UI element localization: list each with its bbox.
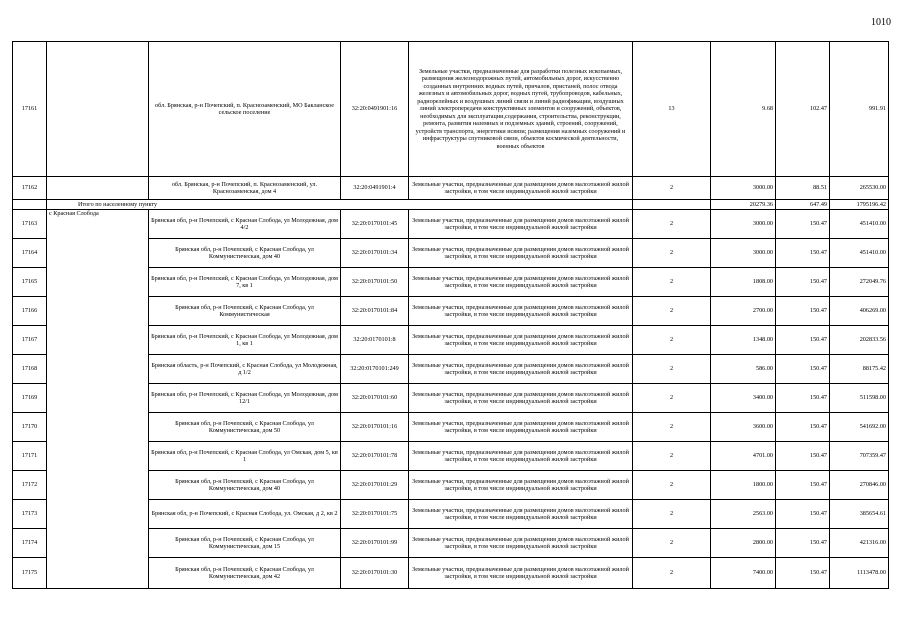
land-use-cell: Земельные участки, предназначенные для размещения домов малоэтажной жилой застройки, в том числе индивидуальной жилой застройки bbox=[409, 326, 633, 355]
total-empty bbox=[633, 200, 711, 210]
address-cell: Брянская область, р-н Почепский, с Красная Слобода, ул Молодежная, д 1/2 bbox=[149, 355, 341, 384]
address-cell: обл. Брянская, р-н Почепский, п. Краснозаменский, МО Бакланское сельское поселение bbox=[149, 42, 341, 177]
cadastral-value-cell: 272049.76 bbox=[830, 268, 889, 297]
land-use-cell: Земельные участки, предназначенные для размещения домов малоэтажной жилой застройки, в том числе индивидуальной жилой застройки bbox=[409, 529, 633, 558]
area-cell: 2800.00 bbox=[711, 529, 776, 558]
area-cell: 3400.00 bbox=[711, 384, 776, 413]
land-use-cell: Земельные участки, предназначенные для размещения домов малоэтажной жилой застройки, в том числе индивидуальной жилой застройки bbox=[409, 558, 633, 589]
cadastral-value-cell: 406269.00 bbox=[830, 297, 889, 326]
cadastral-number-cell: 32:20:0170101:34 bbox=[341, 239, 409, 268]
land-use-cell: Земельные участки, предназначенные для разработки полезных ископаемых, размещения железнодорожных путей, автомобильных дорог, искусственно созданных внутренних водных путей, причалов, пристаней, полос отвода железных и автомобильных дорог, водных путей, трубопроводов, кабельных, радиорелейных и воздушных линий связи и линий радиофикации, воздушных линий электропередачи конструктивных элементов и сооружений, объектов, необходимых для эксплуатации,содержания, строительства, реконструкции, ремонта, развития наземных и подземных зданий, строений, сооружений, устройств транспорта, энергетики исвязи; размещения наземных сооружений и инфраструктуры спутниковой связи, объектов космической деятельности, военных объектов bbox=[409, 42, 633, 177]
rate-cell: 150.47 bbox=[776, 413, 830, 442]
cadastral-number-cell: 32:20:0491901:4 bbox=[341, 177, 409, 200]
locality-cell: с Красная Слобода bbox=[47, 210, 149, 589]
group-code-cell: 2 bbox=[633, 355, 711, 384]
address-cell: Брянская обл, р-н Почепский, с Красная Слобода, ул Коммунистическая, дом 50 bbox=[149, 413, 341, 442]
rate-cell: 150.47 bbox=[776, 558, 830, 589]
land-use-cell: Земельные участки, предназначенные для размещения домов малоэтажной жилой застройки, в том числе индивидуальной жилой застройки bbox=[409, 210, 633, 239]
row-number: 17161 bbox=[13, 42, 47, 177]
row-number: 17169 bbox=[13, 384, 47, 413]
row-number: 17166 bbox=[13, 297, 47, 326]
group-code-cell: 2 bbox=[633, 268, 711, 297]
cadastral-value-cell: 1113478.00 bbox=[830, 558, 889, 589]
cadastral-value-cell: 265530.00 bbox=[830, 177, 889, 200]
row-number: 17170 bbox=[13, 413, 47, 442]
address-cell: обл. Брянская, р-н Почепский, п. Краснозаменский, ул. Краснозаменская, дом 4 bbox=[149, 177, 341, 200]
land-use-cell: Земельные участки, предназначенные для размещения домов малоэтажной жилой застройки, в том числе индивидуальной жилой застройки bbox=[409, 177, 633, 200]
rate-cell: 150.47 bbox=[776, 268, 830, 297]
area-cell: 2700.00 bbox=[711, 297, 776, 326]
total-area: 20279.36 bbox=[711, 200, 776, 210]
cadastral-number-cell: 32:20:0170101:99 bbox=[341, 529, 409, 558]
cadastral-number-cell: 32:20:0170101:249 bbox=[341, 355, 409, 384]
group-code-cell: 2 bbox=[633, 297, 711, 326]
cadastral-number-cell: 32:20:0170101:78 bbox=[341, 442, 409, 471]
rate-cell: 150.47 bbox=[776, 239, 830, 268]
cadastral-value-cell: 541692.00 bbox=[830, 413, 889, 442]
cadastral-number-cell: 32:20:0170101:30 bbox=[341, 558, 409, 589]
group-code-cell: 2 bbox=[633, 177, 711, 200]
area-cell: 3000.00 bbox=[711, 210, 776, 239]
row-number: 17165 bbox=[13, 268, 47, 297]
land-use-cell: Земельные участки, предназначенные для размещения домов малоэтажной жилой застройки, в том числе индивидуальной жилой застройки bbox=[409, 471, 633, 500]
cadastral-number-cell: 32:20:0491901:16 bbox=[341, 42, 409, 177]
cadastral-number-cell: 32:20:0170101:8 bbox=[341, 326, 409, 355]
area-cell: 3000.00 bbox=[711, 239, 776, 268]
address-cell: Брянская обл, р-н Почепский, с Красная Слобода, ул Молодежная, дом 12/1 bbox=[149, 384, 341, 413]
address-cell: Брянская обл, р-н Почепский, с Красная Слобода, ул Коммунистическая, дом 40 bbox=[149, 239, 341, 268]
total-spacer bbox=[13, 200, 47, 210]
area-cell: 1800.00 bbox=[711, 471, 776, 500]
area-cell: 2563.00 bbox=[711, 500, 776, 529]
group-code-cell: 2 bbox=[633, 471, 711, 500]
table-row bbox=[13, 42, 889, 177]
address-cell: Брянская обл, р-н Почепский, с Красная Слобода, ул Молодежная, дом 7, кв 1 bbox=[149, 268, 341, 297]
land-use-cell: Земельные участки, предназначенные для размещения домов малоэтажной жилой застройки, в том числе индивидуальной жилой застройки bbox=[409, 442, 633, 471]
group-code-cell: 2 bbox=[633, 442, 711, 471]
cadastral-value-cell: 88175.42 bbox=[830, 355, 889, 384]
cadastral-value-cell: 202833.56 bbox=[830, 326, 889, 355]
cadastral-number-cell: 32:20:0170101:75 bbox=[341, 500, 409, 529]
rate-cell: 150.47 bbox=[776, 471, 830, 500]
cadastral-value-cell: 385654.61 bbox=[830, 500, 889, 529]
address-cell: Брянская обл, р-н Почепский, с Красная Слобода, ул Молодежная, дом 1, кв 1 bbox=[149, 326, 341, 355]
total-rate: 647.49 bbox=[776, 200, 830, 210]
rate-cell: 102.47 bbox=[776, 42, 830, 177]
address-cell: Брянская обл, р-н Почепский, с Красная Слобода, ул Омская, дом 5, кв 1 bbox=[149, 442, 341, 471]
group-code-cell: 2 bbox=[633, 384, 711, 413]
rate-cell: 150.47 bbox=[776, 297, 830, 326]
row-number: 17162 bbox=[13, 177, 47, 200]
address-cell: Брянская обл, р-н Почепский, с Красная Слобода, ул Коммунистическая, дом 40 bbox=[149, 471, 341, 500]
group-code-cell: 2 bbox=[633, 500, 711, 529]
cadastral-number-cell: 32:20:0170101:45 bbox=[341, 210, 409, 239]
rate-cell: 150.47 bbox=[776, 384, 830, 413]
address-cell: Брянская обл, р-н Почепский, с Красная Слобода, ул. Омская, д 2, кв 2 bbox=[149, 500, 341, 529]
address-cell: Брянская обл, р-н Почепский, с Красная Слобода, ул Коммунистическая bbox=[149, 297, 341, 326]
cadastral-value-cell: 511598.00 bbox=[830, 384, 889, 413]
rate-cell: 150.47 bbox=[776, 326, 830, 355]
row-number: 17168 bbox=[13, 355, 47, 384]
rate-cell: 88.51 bbox=[776, 177, 830, 200]
area-cell: 4701.00 bbox=[711, 442, 776, 471]
area-cell: 1348.00 bbox=[711, 326, 776, 355]
group-code-cell: 2 bbox=[633, 413, 711, 442]
land-use-cell: Земельные участки, предназначенные для размещения домов малоэтажной жилой застройки, в том числе индивидуальной жилой застройки bbox=[409, 355, 633, 384]
cadastral-value-cell: 707359.47 bbox=[830, 442, 889, 471]
cadastral-value-cell: 451410.00 bbox=[830, 239, 889, 268]
row-number: 17175 bbox=[13, 558, 47, 589]
group-code-cell: 13 bbox=[633, 42, 711, 177]
rate-cell: 150.47 bbox=[776, 500, 830, 529]
area-cell: 586.00 bbox=[711, 355, 776, 384]
locality-cell bbox=[47, 42, 149, 177]
cadastral-value-cell: 451410.00 bbox=[830, 210, 889, 239]
row-number: 17173 bbox=[13, 500, 47, 529]
address-cell: Брянская обл, р-н Почепский, с Красная Слобода, ул Молодежная, дом 4/2 bbox=[149, 210, 341, 239]
total-row bbox=[13, 200, 889, 210]
cadastral-number-cell: 32:20:0170101:29 bbox=[341, 471, 409, 500]
land-use-cell: Земельные участки, предназначенные для размещения домов малоэтажной жилой застройки, в том числе индивидуальной жилой застройки bbox=[409, 239, 633, 268]
area-cell: 3600.00 bbox=[711, 413, 776, 442]
table-row bbox=[13, 177, 889, 200]
row-number: 17163 bbox=[13, 210, 47, 239]
cadastral-value-cell: 270846.00 bbox=[830, 471, 889, 500]
cadastral-number-cell: 32:20:0170101:50 bbox=[341, 268, 409, 297]
group-code-cell: 2 bbox=[633, 326, 711, 355]
rate-cell: 150.47 bbox=[776, 442, 830, 471]
total-label: Итого по населенному пункту bbox=[47, 200, 633, 210]
locality-cell bbox=[47, 177, 149, 200]
group-code-cell: 2 bbox=[633, 210, 711, 239]
rate-cell: 150.47 bbox=[776, 529, 830, 558]
land-use-cell: Земельные участки, предназначенные для размещения домов малоэтажной жилой застройки, в том числе индивидуальной жилой застройки bbox=[409, 500, 633, 529]
land-use-cell: Земельные участки, предназначенные для размещения домов малоэтажной жилой застройки, в том числе индивидуальной жилой застройки bbox=[409, 268, 633, 297]
rate-cell: 150.47 bbox=[776, 355, 830, 384]
group-code-cell: 2 bbox=[633, 558, 711, 589]
row-number: 17164 bbox=[13, 239, 47, 268]
cadastral-value-cell: 421316.00 bbox=[830, 529, 889, 558]
row-number: 17172 bbox=[13, 471, 47, 500]
row-number: 17171 bbox=[13, 442, 47, 471]
address-cell: Брянская обл, р-н Почепский, с Красная Слобода, ул Коммунистическая, дом 15 bbox=[149, 529, 341, 558]
land-use-cell: Земельные участки, предназначенные для размещения домов малоэтажной жилой застройки, в том числе индивидуальной жилой застройки bbox=[409, 384, 633, 413]
total-value: 1795196.42 bbox=[830, 200, 889, 210]
group-code-cell: 2 bbox=[633, 529, 711, 558]
row-number: 17167 bbox=[13, 326, 47, 355]
area-cell: 9.68 bbox=[711, 42, 776, 177]
address-cell: Брянская обл, р-н Почепский, с Красная Слобода, ул Коммунистическая, дом 42 bbox=[149, 558, 341, 589]
cadastral-number-cell: 32:20:0170101:16 bbox=[341, 413, 409, 442]
land-use-cell: Земельные участки, предназначенные для размещения домов малоэтажной жилой застройки, в том числе индивидуальной жилой застройки bbox=[409, 413, 633, 442]
cadastral-value-table bbox=[12, 41, 889, 589]
area-cell: 1808.00 bbox=[711, 268, 776, 297]
cadastral-number-cell: 32:20:0170101:84 bbox=[341, 297, 409, 326]
area-cell: 3000.00 bbox=[711, 177, 776, 200]
page-number: 1010 bbox=[871, 17, 891, 28]
land-use-cell: Земельные участки, предназначенные для размещения домов малоэтажной жилой застройки, в том числе индивидуальной жилой застройки bbox=[409, 297, 633, 326]
row-number: 17174 bbox=[13, 529, 47, 558]
table-row bbox=[13, 210, 889, 239]
table-body bbox=[13, 42, 889, 589]
cadastral-value-cell: 991.91 bbox=[830, 42, 889, 177]
area-cell: 7400.00 bbox=[711, 558, 776, 589]
rate-cell: 150.47 bbox=[776, 210, 830, 239]
group-code-cell: 2 bbox=[633, 239, 711, 268]
cadastral-number-cell: 32:20:0170101:60 bbox=[341, 384, 409, 413]
